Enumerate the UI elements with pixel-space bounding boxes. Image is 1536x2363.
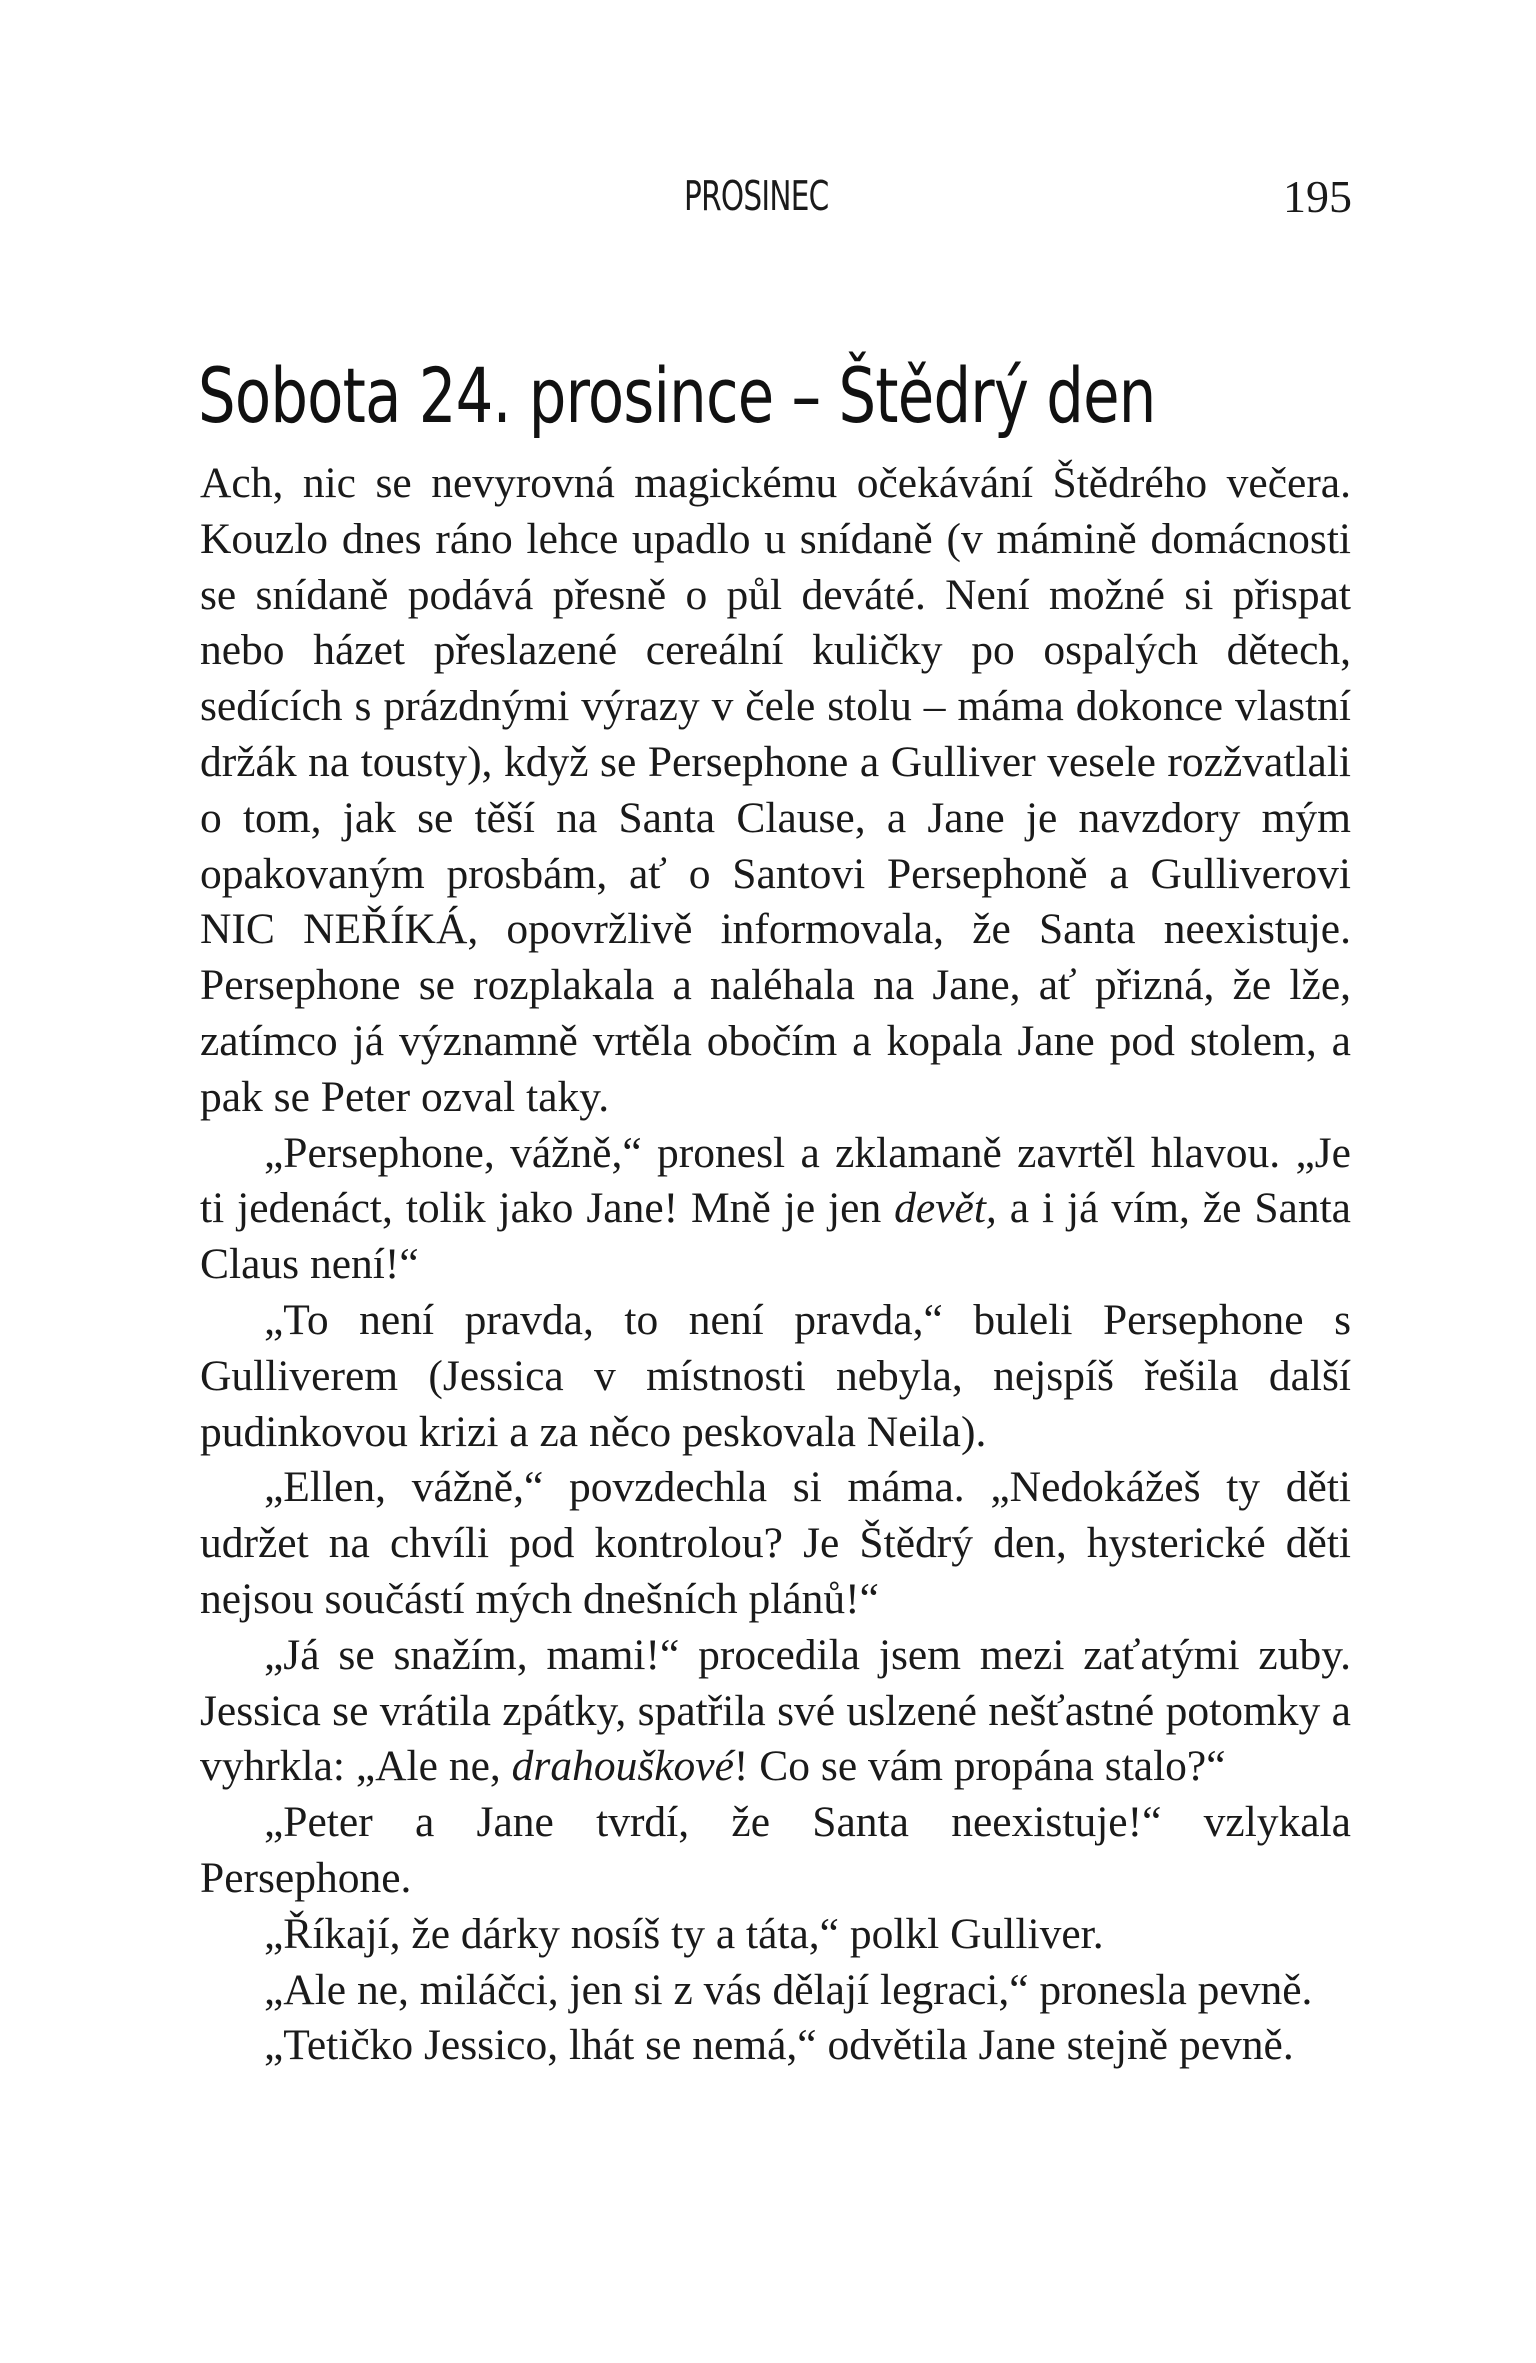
paragraph: „Ellen, vážně,“ povzdechla si máma. „Nedokážeš ty děti udržet na chvíli pod kontrolou? Je Štědrý den, hysterické děti nejsou součástí mých dnešních plánů!“ (200, 1463, 1351, 1623)
chapter-title: Sobota 24. prosince – Štědrý den (198, 350, 1156, 440)
paragraph: „Tetičko Jessico, lhát se nemá,“ odvětila Jane stejně pevně. (264, 2021, 1294, 2070)
paragraph: „To není pravda, to není pravda,“ buleli Persephone s Gulliverem (Jessica v místnosti nebyla, nejspíš řešila další pudinkovou krizi a za něco peskovala Neila). (200, 1295, 1351, 1456)
paragraph-text: „Já se snažím, mami!“ procedila jsem mezi zaťatými zuby. Jessica se vrátila zpátky, spatřila své uslzené nešťastné potomky a vyhrkla: „Ale ne, (200, 1630, 1351, 1791)
emphasis: drahouškové (511, 1742, 734, 1791)
paragraph: Ach, nic se nevyrovná magickému očekávání Štědrého večera. Kouzlo dnes ráno lehce upadlo u snídaně (v mámině domácnosti se snídaně podává přesně o půl deváté. Není možné si přispat nebo házet přeslazené cereální kuličky po ospalých dětech, sedících s prázdnými výrazy v čele stolu – máma dokonce vlastní držák na tousty), když se Persephone a Gulliver vesele rozžvatlali o tom, jak se těší na Santa Clause, a Jane je navzdory mým opakovaným prosbám, ať o Santovi Persephoně a Gulliverovi NIC NEŘÍKÁ, opovržlivě informovala, že Santa neexistuje. Persephone se rozplakala a naléhala na Jane, ať přizná, že lže, zatímco já významně vrtěla obočím a kopala Jane pod stolem, a pak se Peter ozval taky. (200, 459, 1351, 1121)
paragraph-text: ! Co se vám propána stalo?“ (733, 1742, 1226, 1791)
paragraph-text: „Persephone, vážně,“ pronesl a zklamaně zavrtěl hlavou. „Je ti jedenáct, tolik jako Jane! Mně je jen (200, 1128, 1351, 1233)
paragraph: „Peter a Jane tvrdí, že Santa neexistuje!“ vzlykala Persephone. (200, 1798, 1351, 1902)
paragraph (200, 1628, 1351, 1795)
paragraph-text: a i já vím, že Santa Claus není!“ (200, 1184, 1351, 1289)
body-text (200, 456, 1351, 2074)
paragraph (200, 1126, 1351, 1293)
paragraph: „Ale ne, miláčci, jen si z vás dělají legraci,“ pronesla pevně. (264, 1965, 1313, 2014)
page-number: 195 (1283, 171, 1352, 222)
running-head: PROSINEC (684, 172, 829, 220)
emphasis: devět, (894, 1184, 997, 1233)
paragraph: „Říkají, že dárky nosíš ty a táta,“ polkl Gulliver. (264, 1909, 1104, 1958)
